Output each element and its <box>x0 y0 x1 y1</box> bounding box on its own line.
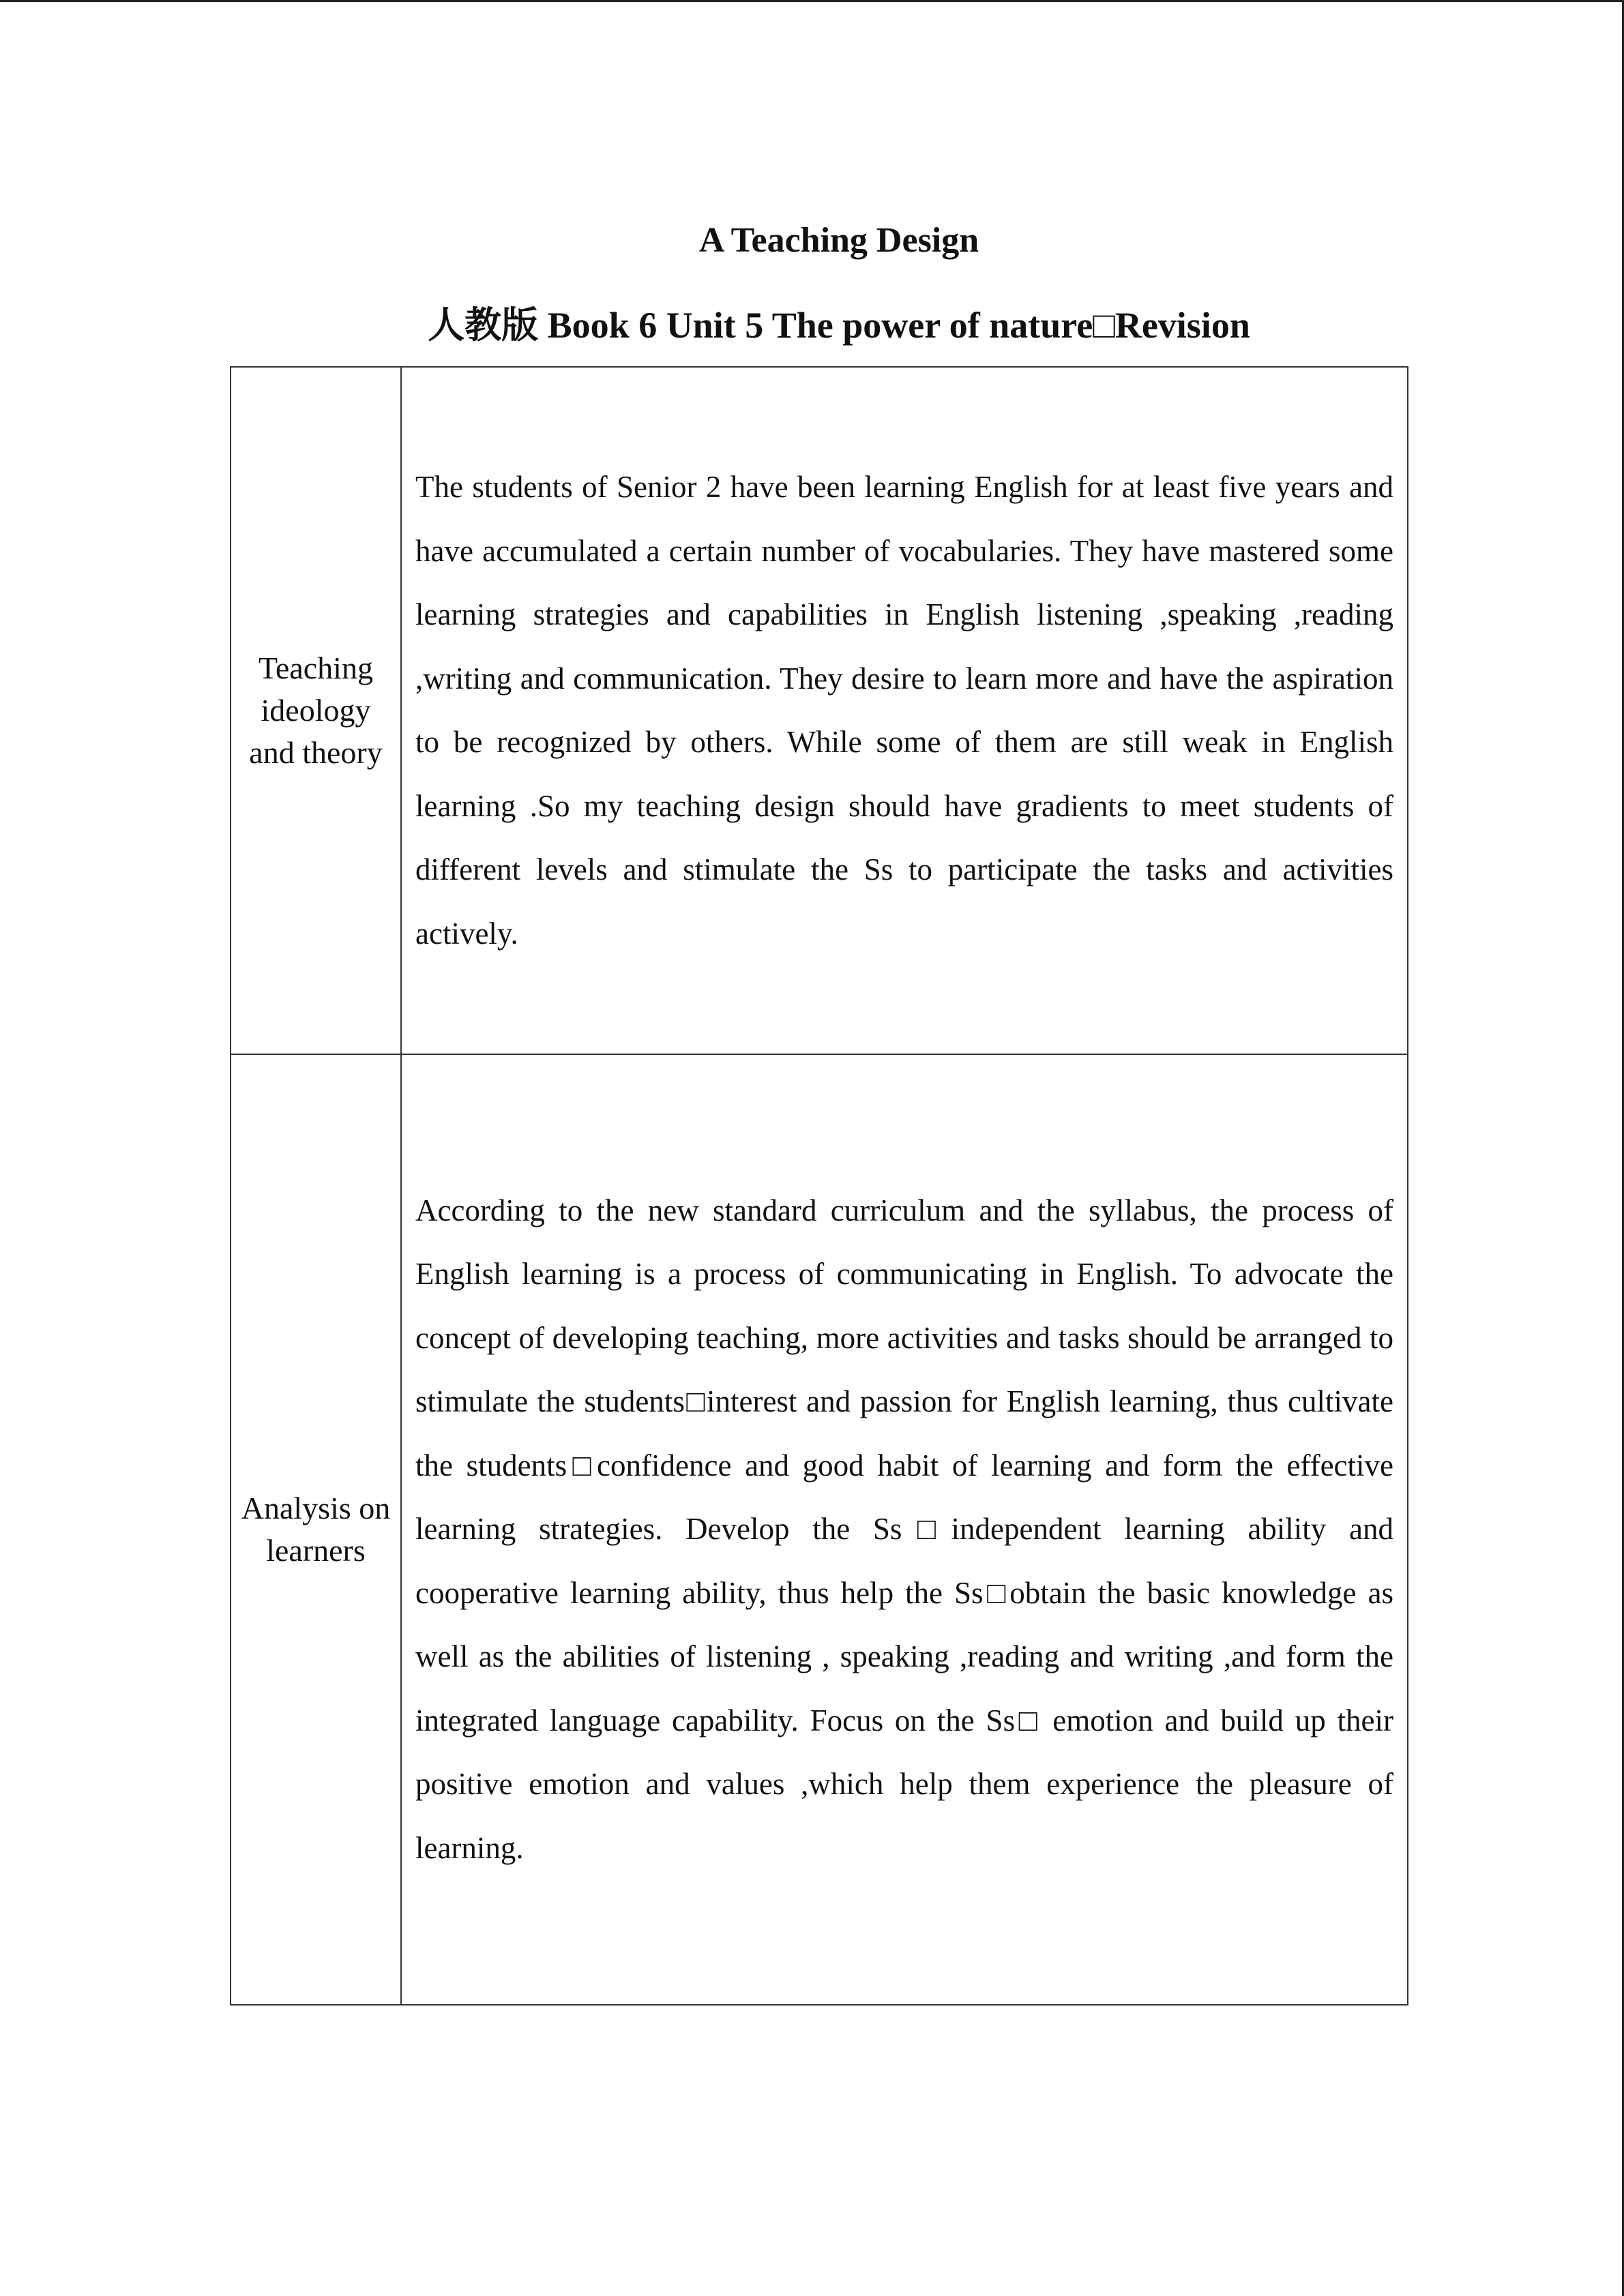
table-row <box>231 1054 1408 2005</box>
document-subtitle: 人教版 Book 6 Unit 5 The power of nature□Revision <box>428 305 1250 346</box>
row-label-analysis-on-learners: Analysis on learners <box>231 1054 401 2005</box>
page-border-top <box>0 0 1624 2</box>
row-content-analysis-on-learners: According to the new standard curriculum and the syllabus, the process of English learning is a process of communicating in English. To advocate the concept of developing teaching, more activities and tasks should be arranged to stimulate the students□interest and passion for English learning, thus cultivate the students□confidence and good habit of learning and form the effective learning strategies. Develop the Ss□independent learning ability and cooperative learning ability, thus help the Ss□obtain the basic knowledge as well as the abilities of listening , speaking ,reading and writing ,and form the integrated language capability. Focus on the Ss□ emotion and build up their positive emotion and values ,which help them experience the pleasure of learning. <box>401 1054 1408 2005</box>
table-row <box>231 367 1408 1054</box>
row-label-teaching-ideology: Teaching ideology and theory <box>231 367 401 1054</box>
teaching-design-table <box>230 366 1408 2006</box>
row-content-teaching-ideology: The students of Senior 2 have been learning English for at least five years and have accumulated a certain number of vocabularies. They have mastered some learning strategies and capabilities in English listening ,speaking ,reading ,writing and communication. They desire to learn more and have the aspiration to be recognized by others. While some of them are still weak in English learning .So my teaching design should have gradients to meet students of different levels and stimulate the Ss to participate the tasks and activities actively. <box>401 367 1408 1054</box>
document-title: A Teaching Design <box>698 221 979 260</box>
